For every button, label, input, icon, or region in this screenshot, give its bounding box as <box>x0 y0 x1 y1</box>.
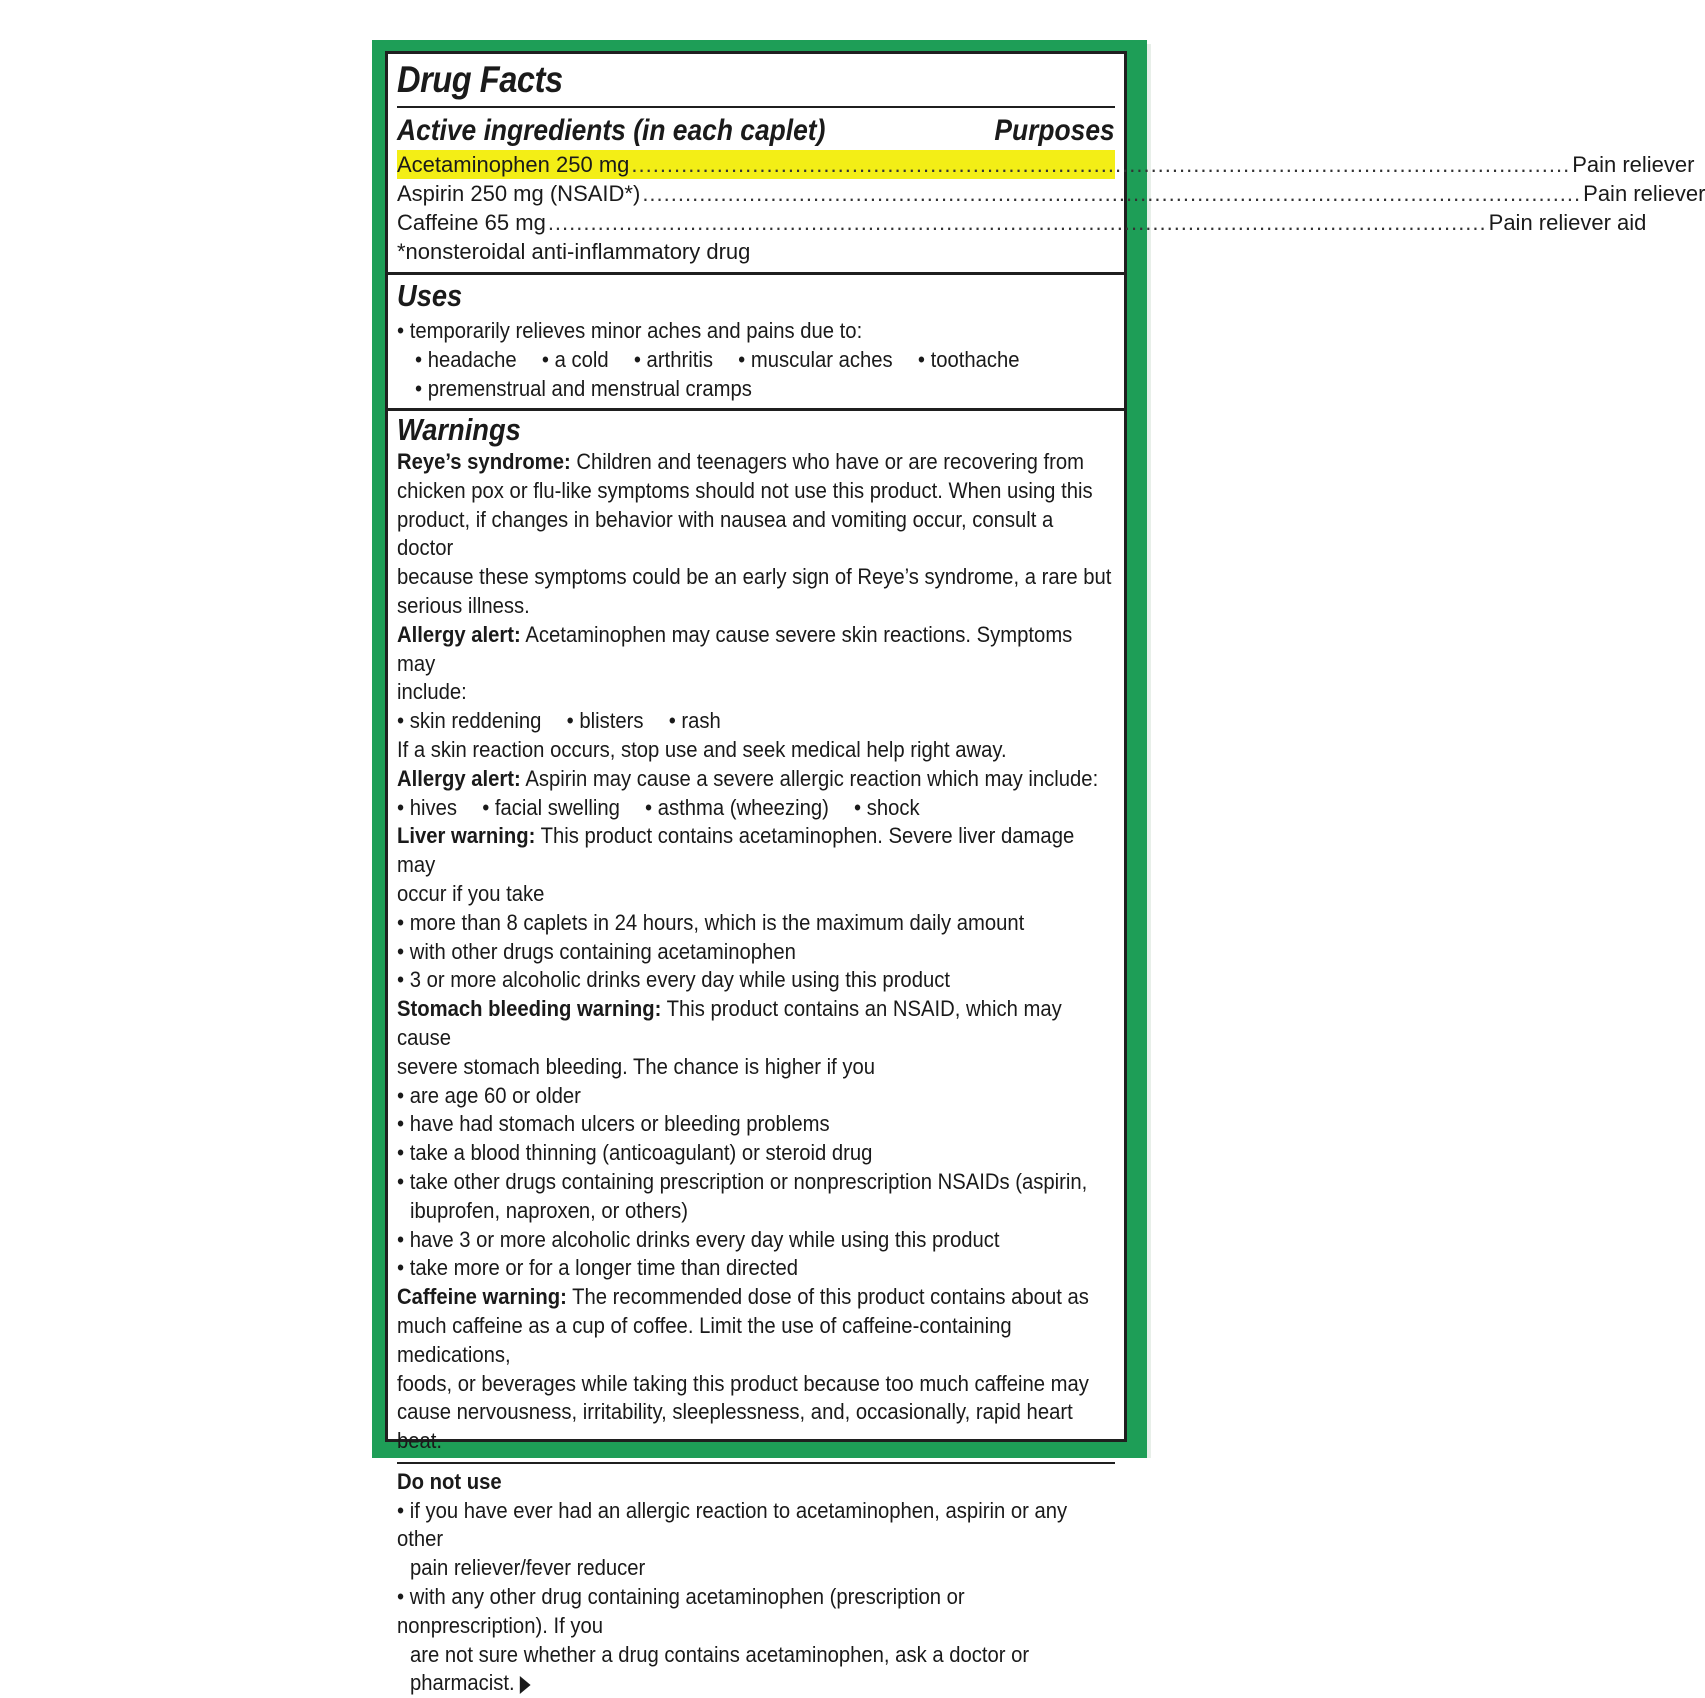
list-item: • muscular aches <box>738 346 893 372</box>
list-item: • toothache <box>917 346 1020 372</box>
reye-label: Reye’s syndrome: <box>397 449 571 474</box>
ingredient-name: Caffeine 65 mg <box>397 210 546 235</box>
ingredient-purpose: Pain reliever <box>1583 181 1705 206</box>
title-divider <box>397 106 1115 108</box>
list-item: • take a blood thinning (anticoagulant) or steroid drug <box>397 1140 873 1166</box>
list-item: • 3 or more alcoholic drinks every day while using this product <box>397 967 950 993</box>
ingredient-purpose: Pain reliever aid <box>1488 210 1647 235</box>
ingredient-row <box>397 208 1647 237</box>
list-item: • headache <box>415 346 517 372</box>
uses-intro: • temporarily relieves minor aches and pains due to: <box>397 318 863 343</box>
list-item: • take more or for a longer time than directed <box>397 1255 799 1281</box>
liver-warning-text: This product contains acetaminophen. Severe liver damage may <box>397 823 1075 878</box>
warnings-section <box>388 411 1124 1696</box>
purposes-heading: Purposes <box>994 114 1115 147</box>
list-item: ibuprofen, naproxen, or others) <box>410 1197 689 1223</box>
do-not-use-divider <box>397 1462 1115 1464</box>
reye-text: serious illness. <box>397 592 530 618</box>
caffeine-warning-text: The recommended dose of this product contains about as <box>566 1284 1089 1310</box>
reye-text: product, if changes in behavior with nausea and vomiting occur, consult a doctor <box>397 506 1054 561</box>
list-item: are not sure whether a drug contains acetaminophen, ask a doctor or pharmacist. <box>410 1641 1030 1696</box>
caffeine-warning-text: foods, or beverages while taking this product because too much caffeine may <box>397 1370 1089 1396</box>
list-item: • a cold <box>541 346 609 372</box>
list-item: • if you have ever had an allergic reaction to acetaminophen, aspirin or any other <box>397 1497 1068 1552</box>
leader-dots: .................................................................................................................................... <box>547 210 1487 235</box>
active-ingredients-heading: Active ingredients (in each caplet) <box>397 114 826 147</box>
list-item: • have 3 or more alcoholic drinks every day while using this product <box>397 1226 1000 1252</box>
list-item: • hives <box>397 794 457 820</box>
list-item: • asthma (wheezing) <box>645 794 829 820</box>
reye-text: Children and teenagers who have or are recovering from <box>570 449 1084 474</box>
allergy-alert-text: Aspirin may cause a severe allergic reaction which may include: <box>520 765 1099 791</box>
ingredients-header <box>397 112 1115 150</box>
list-item: • take other drugs containing prescription or nonprescription NSAIDs (aspirin, <box>397 1168 1088 1194</box>
allergy-alert-text: include: <box>397 679 467 705</box>
leader-dots: .................................................................................................................................... <box>642 181 1582 206</box>
list-item: • are age 60 or older <box>397 1082 581 1108</box>
ingredient-row <box>397 150 1695 179</box>
ingredient-purpose: Pain reliever <box>1572 152 1695 177</box>
allergic-reaction-list <box>397 794 1114 823</box>
stomach-warning-text: severe stomach bleeding. The chance is higher if you <box>397 1053 876 1079</box>
list-item: • with other drugs containing acetaminophen <box>397 938 796 964</box>
allergy-alert-label: Allergy alert: <box>397 765 521 791</box>
list-item: • arthritis <box>633 346 713 372</box>
do-not-use-heading: Do not use <box>397 1468 502 1494</box>
warnings-heading: Warnings <box>397 412 521 447</box>
allergy-alert-label: Allergy alert: <box>397 621 521 647</box>
ingredient-name: Acetaminophen 250 mg <box>397 152 630 177</box>
liver-warning-text: occur if you take <box>397 880 545 906</box>
caffeine-warning-text: cause nervousness, irritability, sleeplessness, and, occasionally, rapid heart beat. <box>397 1399 1073 1454</box>
ingredient-name: Aspirin 250 mg (NSAID*) <box>397 181 641 206</box>
skin-reaction-instruction: If a skin reaction occurs, stop use and seek medical help right away. <box>397 736 1007 762</box>
list-item: • have had stomach ulcers or bleeding problems <box>397 1111 830 1137</box>
uses-section <box>388 275 1124 411</box>
liver-warning-label: Liver warning: <box>397 823 536 849</box>
leader-dots: .................................................................................................................................... <box>631 152 1571 177</box>
list-item: • blisters <box>566 708 644 734</box>
list-item: • rash <box>668 708 721 734</box>
ingredient-row <box>397 179 1705 208</box>
drug-facts-panel <box>385 51 1705 1696</box>
ingredients-section <box>388 54 1705 275</box>
list-item: • skin reddening <box>397 708 542 734</box>
stomach-warning-text: This product contains an NSAID, which may cause <box>397 996 1062 1050</box>
reye-text: chicken pox or flu-like symptoms should not use this product. When using this <box>397 477 1093 503</box>
list-item: • facial swelling <box>482 794 620 820</box>
continue-arrow-icon <box>520 1676 531 1694</box>
drug-facts-title: Drug Facts <box>397 59 563 100</box>
list-item: • shock <box>854 794 920 820</box>
allergy-alert-text: Acetaminophen may cause severe skin reactions. Symptoms may <box>397 621 1073 676</box>
list-item: pain reliever/fever reducer <box>410 1555 646 1581</box>
package-edge <box>1147 44 1151 1458</box>
list-item: • premenstrual and menstrual cramps <box>415 375 752 401</box>
skin-reaction-list <box>397 707 1114 736</box>
uses-heading: Uses <box>397 278 463 313</box>
list-item: • with any other drug containing acetaminophen (prescription or nonprescription). If you <box>397 1584 965 1638</box>
caffeine-warning-text: much caffeine as a cup of coffee. Limit the use of caffeine-containing medications, <box>397 1312 1012 1367</box>
reye-text: because these symptoms could be an early sign of Reye’s syndrome, a rare but <box>397 564 1112 590</box>
stomach-warning-label: Stomach bleeding warning: <box>397 996 662 1022</box>
caffeine-warning-label: Caffeine warning: <box>397 1284 567 1310</box>
list-item: • more than 8 caplets in 24 hours, which is the maximum daily amount <box>397 909 1025 935</box>
ingredient-footnote: *nonsteroidal anti-inflammatory drug <box>397 239 751 264</box>
uses-list <box>415 346 1114 375</box>
